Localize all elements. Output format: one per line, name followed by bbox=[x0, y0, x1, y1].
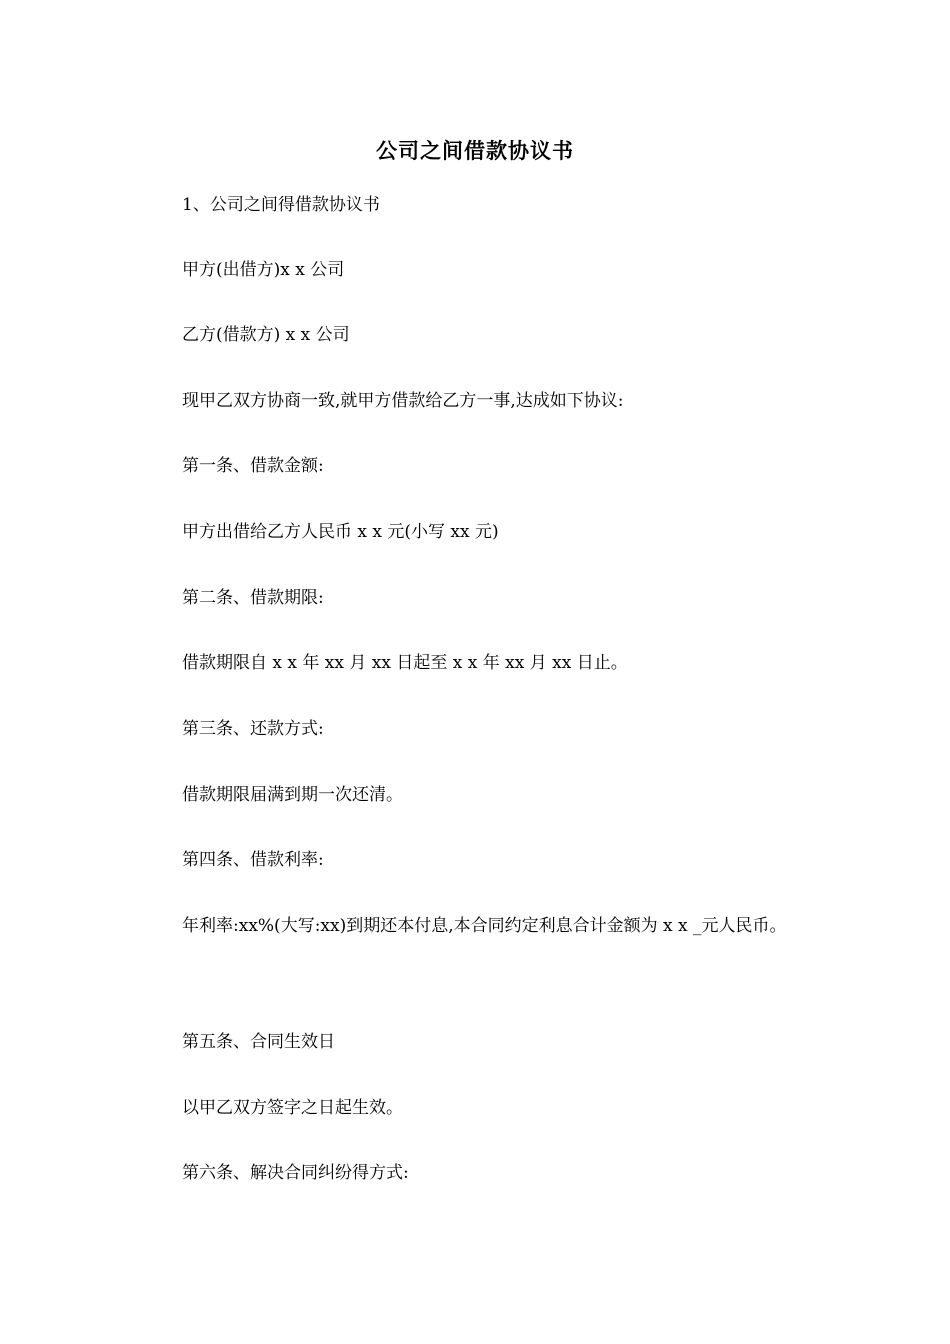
article-1-body: 甲方出借给乙方人民币 x x 元(小写 xx 元) bbox=[182, 522, 499, 542]
document-title: 公司之间借款协议书 bbox=[376, 138, 574, 163]
article-4-body: 年利率:xx%(大写:xx)到期还本付息,本合同约定利息合计金额为 x x _元人民币。 bbox=[182, 916, 787, 936]
article-6-heading: 第六条、解决合同纠纷得方式: bbox=[182, 1163, 409, 1183]
party-a-line: 甲方(出借方)x x 公司 bbox=[182, 260, 345, 280]
article-4-heading: 第四条、借款利率: bbox=[182, 850, 324, 870]
article-5-body: 以甲乙双方签字之日起生效。 bbox=[182, 1098, 403, 1118]
article-5-heading: 第五条、合同生效日 bbox=[182, 1032, 335, 1052]
section-heading: 1、公司之间得借款协议书 bbox=[182, 195, 380, 215]
agreement-intro: 现甲乙双方协商一致,就甲方借款给乙方一事,达成如下协议: bbox=[182, 391, 624, 411]
article-3-body: 借款期限届满到期一次还清。 bbox=[182, 785, 403, 805]
party-b-line: 乙方(借款方) x x 公司 bbox=[182, 325, 350, 345]
article-1-heading: 第一条、借款金额: bbox=[182, 456, 324, 476]
article-2-heading: 第二条、借款期限: bbox=[182, 588, 324, 608]
article-3-heading: 第三条、还款方式: bbox=[182, 719, 324, 739]
article-2-body: 借款期限自 x x 年 xx 月 xx 日起至 x x 年 xx 月 xx 日止。 bbox=[182, 653, 628, 673]
